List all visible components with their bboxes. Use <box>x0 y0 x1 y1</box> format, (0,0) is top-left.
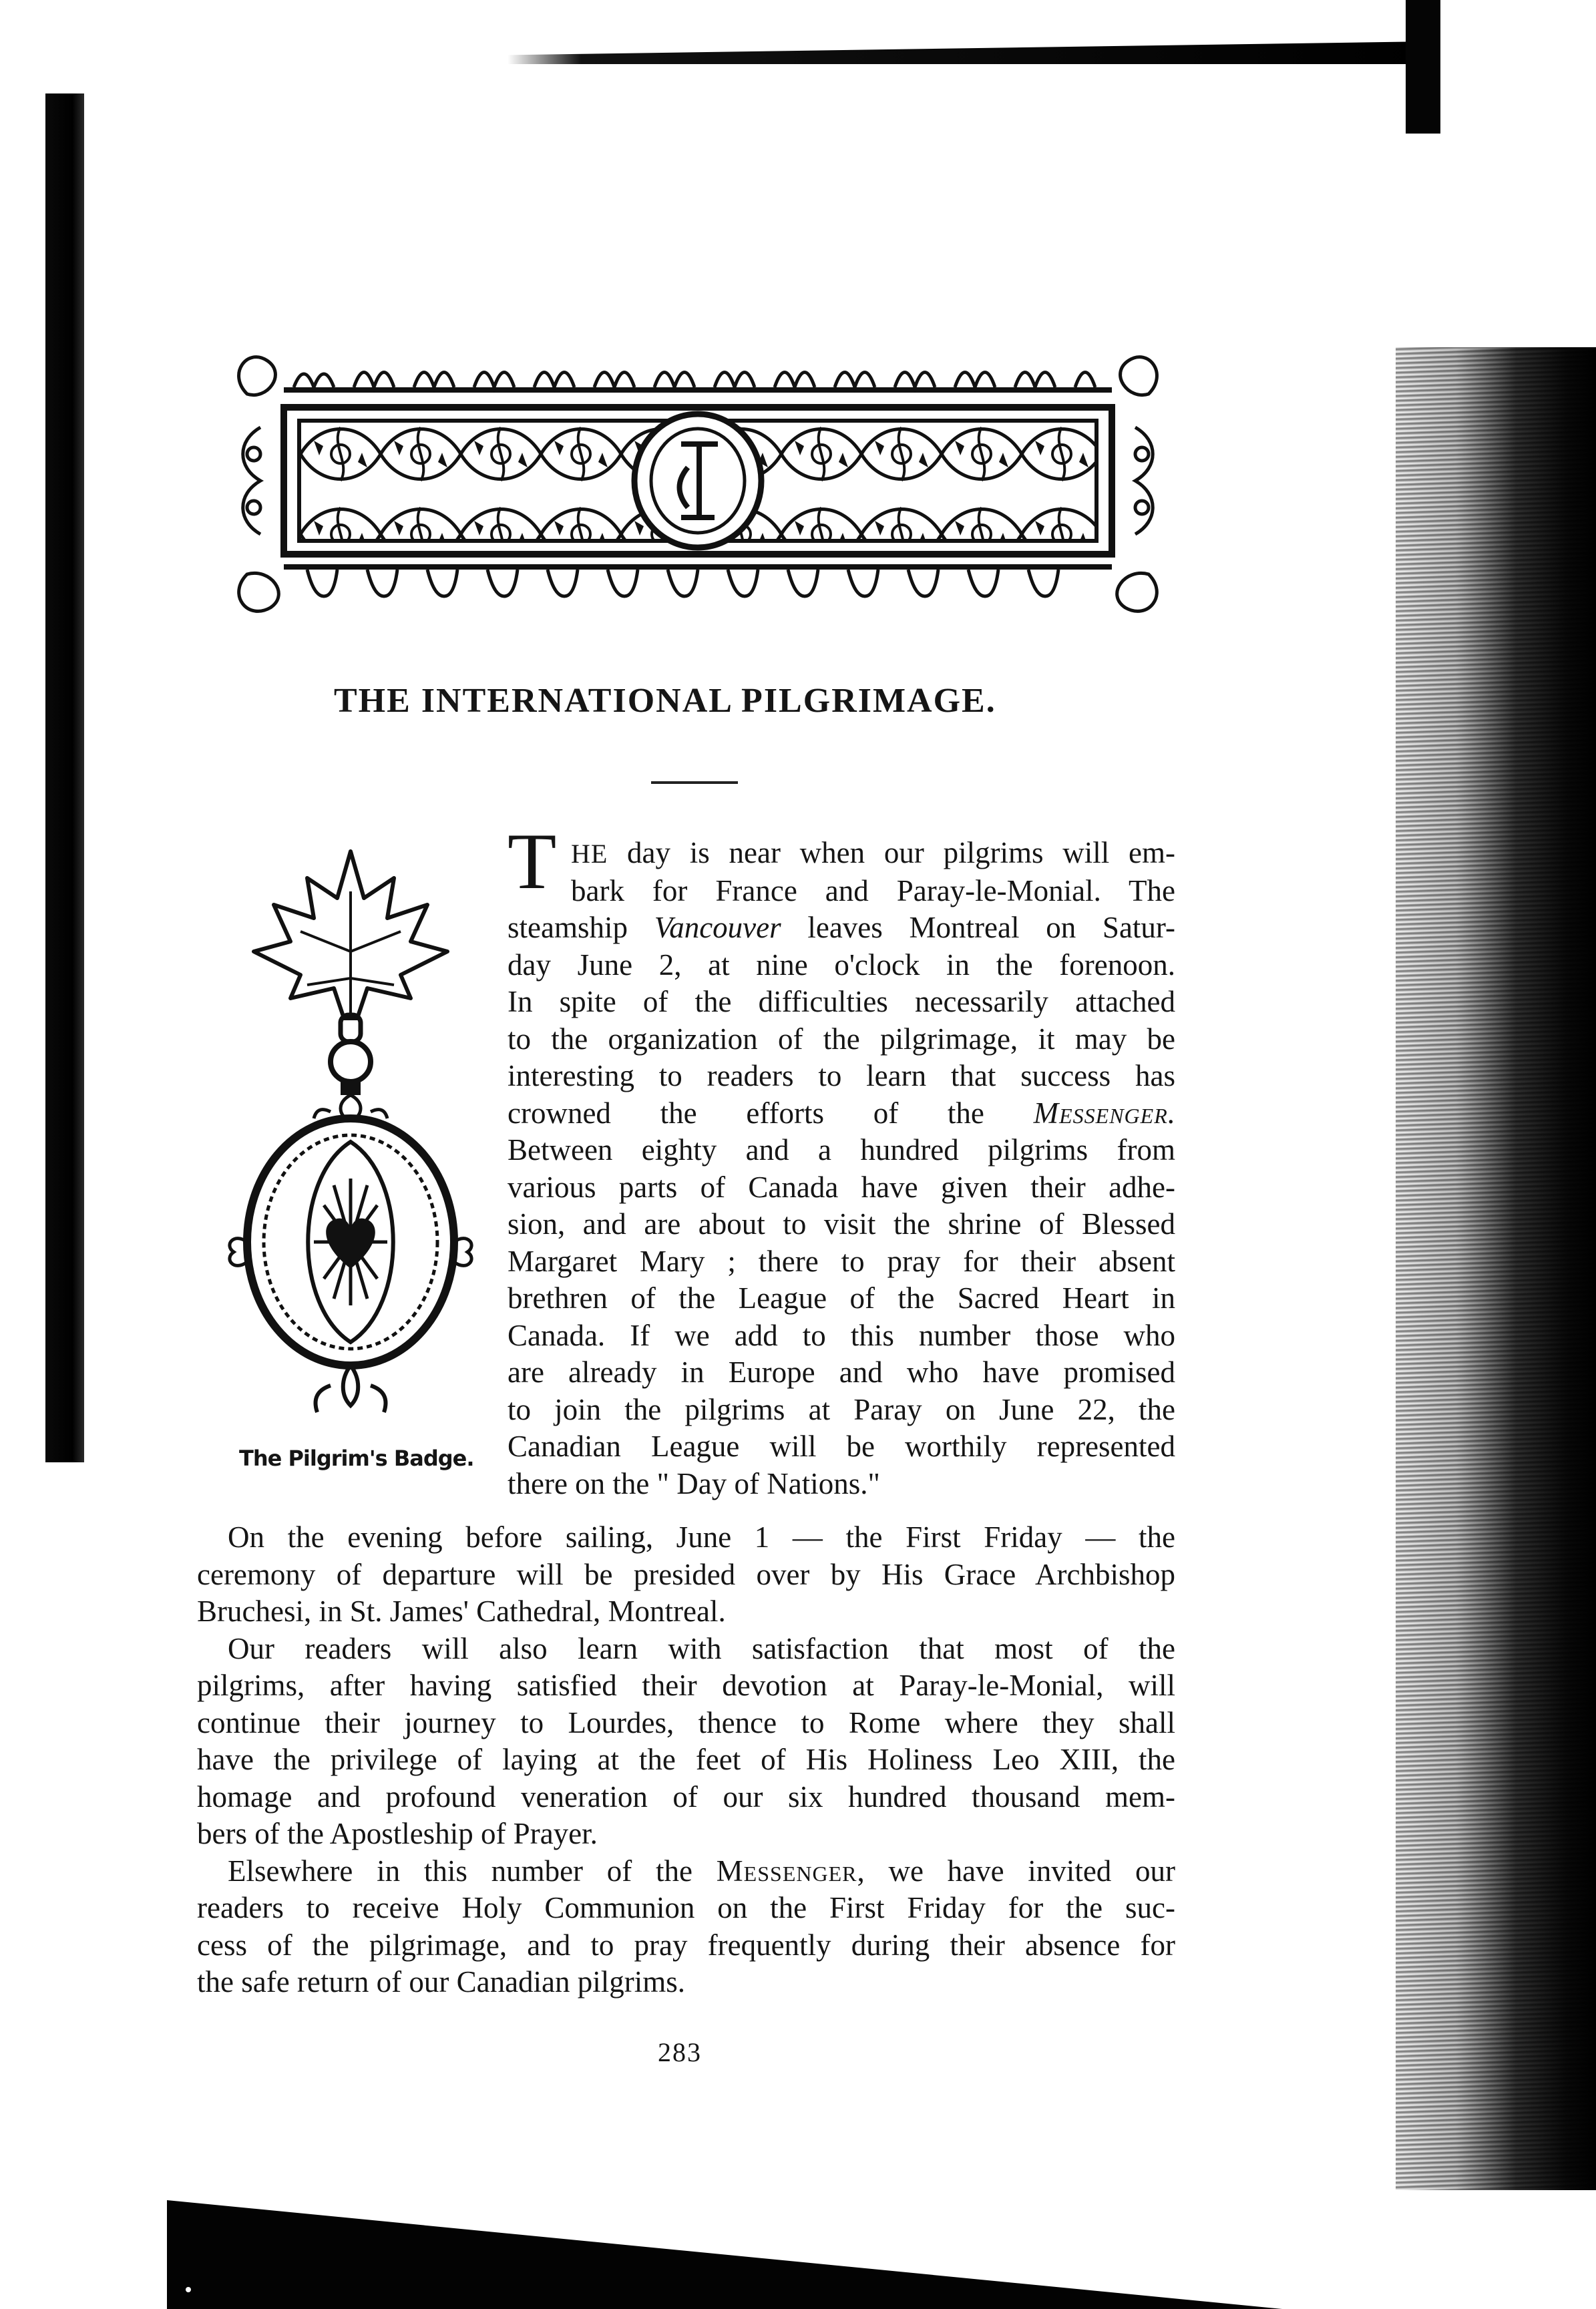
column-line: there on the " Day of Nations." <box>508 1466 880 1500</box>
pilgrims-badge-illustration <box>220 831 481 1446</box>
body-line: homage and profound veneration of our six hundred thousand mem- <box>197 1779 1175 1814</box>
page-number: 283 <box>658 2037 702 2067</box>
column-line: bark for France and Paray-le-Monial. The <box>571 873 1175 907</box>
article-title: THE INTERNATIONAL PILGRIMAGE. <box>334 682 996 720</box>
column-line: sion, and are about to visit the shrine of Blessed <box>508 1207 1175 1241</box>
column-line: day June 2, at nine o'clock in the forenoon. <box>508 948 1175 982</box>
column-line: brethren of the League of the Sacred Heart in <box>508 1281 1175 1315</box>
body-line: pilgrims, after having satisfied their devotion at Paray-le-Monial, will <box>197 1669 1175 1702</box>
badge-caption: The Pilgrim's Badge. <box>239 1446 474 1471</box>
column-line: Between eighty and a hundred pilgrims from <box>508 1133 1175 1167</box>
scan-shadow-bottom <box>167 2200 1282 2309</box>
column-line: HE day is near when our pilgrims will em- <box>571 836 1175 869</box>
body-line: Elsewhere in this number of the Messenger, we have invited our <box>228 1854 1175 1888</box>
scan-shadow-top-right <box>1406 0 1440 134</box>
column-line: various parts of Canada have given their adhe- <box>508 1170 1175 1204</box>
body-line: readers to receive Holy Communion on the First Friday for the suc- <box>197 1891 1175 1924</box>
scan-shadow-top <box>508 41 1429 64</box>
column-line: are already in Europe and who have promised <box>508 1355 1175 1389</box>
column-line: In spite of the difficulties necessarily attached <box>508 985 1175 1018</box>
article-body-text <box>197 1519 1175 2001</box>
article-column-text <box>508 835 1175 1502</box>
body-line: cess of the pilgrimage, and to pray frequently during their absence for <box>197 1928 1175 1962</box>
column-line: to join the pilgrims at Paray on June 22, the <box>508 1392 1175 1426</box>
column-line: to the organization of the pilgrimage, it may be <box>508 1022 1175 1056</box>
body-line: bers of the Apostleship of Prayer. <box>197 1817 598 1850</box>
column-line: crowned the efforts of the Messenger. <box>508 1096 1175 1130</box>
title-rule <box>651 781 738 784</box>
column-line: Margaret Mary ; there to pray for their absent <box>508 1244 1175 1278</box>
ornamental-headpiece <box>220 334 1175 628</box>
column-line: interesting to readers to learn that success has <box>508 1059 1175 1092</box>
body-line: ceremony of departure will be presided over by His Grace Archbishop <box>197 1557 1175 1591</box>
scan-speck <box>186 2287 191 2292</box>
body-line: Our readers will also learn with satisfaction that most of the <box>228 1631 1175 1665</box>
body-line: continue their journey to Lourdes, thence to Rome where they shall <box>197 1705 1175 1739</box>
column-line: steamship Vancouver leaves Montreal on Satur- <box>508 911 1175 944</box>
drop-cap: T <box>508 817 557 905</box>
scan-shadow-right <box>1396 347 1596 2190</box>
column-line: Canada. If we add to this number those who <box>508 1318 1175 1352</box>
column-line: Canadian League will be worthily represented <box>508 1430 1175 1463</box>
body-line: On the evening before sailing, June 1 — the First Friday — the <box>228 1520 1175 1554</box>
scan-shadow-left <box>45 93 84 1462</box>
body-line: Bruchesi, in St. James' Cathedral, Montreal. <box>197 1595 726 1628</box>
body-line: have the privilege of laying at the feet of His Holiness Leo XIII, the <box>197 1743 1175 1776</box>
body-line: the safe return of our Canadian pilgrims. <box>197 1965 686 1999</box>
